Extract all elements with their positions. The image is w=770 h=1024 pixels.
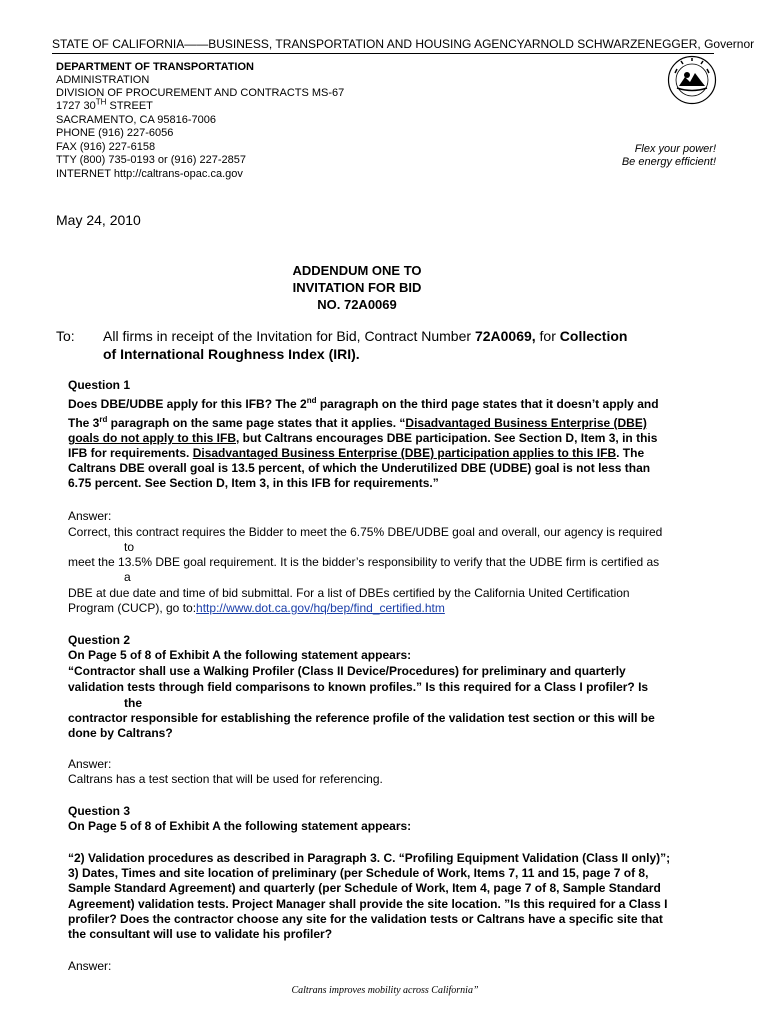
- q1-line-2: The 3rd paragraph on the same page states that it applies. “Disadvantaged Business Enterprise (DBE): [68, 415, 647, 430]
- to-label: To:: [56, 328, 75, 344]
- footer-slogan: Caltrans improves mobility across California”: [291, 985, 479, 996]
- q2-answer-label: Answer:: [68, 757, 112, 771]
- flex-slogan-2: Be energy efficient!: [621, 156, 716, 168]
- q3-answer-label: Answer:: [68, 959, 112, 973]
- q1-line-6: 6.75 percent. See Section D, Item 3, in this IFB for requirements.”: [68, 476, 439, 490]
- q1-answer-line-1: Correct, this contract requires the Bidder to meet the 6.75% DBE/UDBE goal and overall, our agency is required: [68, 525, 663, 539]
- city-address: SACRAMENTO, CA 95816-7006: [56, 114, 216, 126]
- tty: TTY (800) 735-0193 or (916) 227-2857: [56, 154, 246, 166]
- letter-date: May 24, 2010: [56, 212, 141, 228]
- q3-para-line-1: “2) Validation procedures as described in Paragraph 3. C. “Profiling Equipment Validation (Class II only)”;: [68, 851, 671, 865]
- title-line-2: INVITATION FOR BID: [292, 280, 422, 295]
- header-rule: [52, 53, 714, 54]
- dbe-certified-link[interactable]: http://www.dot.ca.gov/hq/bep/find_certified.htm: [196, 601, 445, 615]
- street-address: 1727 30TH STREET: [56, 97, 153, 112]
- q3-para-line-6: the consultant will use to validate his profiler?: [68, 927, 333, 941]
- state-agency-line: STATE OF CALIFORNIA——BUSINESS, TRANSPORTATION AND HOUSING AGENCYARNOLD SCHWARZENEGGER, Governor: [52, 37, 755, 51]
- q3-para-line-5: profiler? Does the contractor choose any site for the validation tests or Caltrans have a specific site that: [68, 912, 663, 926]
- q3-para-line-3: Sample Standard Agreement) and quarterly (per Schedule of Work, Item 4, page 7 of 8, Sample Standard: [68, 881, 661, 895]
- fax: FAX (916) 227-6158: [56, 141, 156, 153]
- q1-answer-line-3: DBE at due date and time of bid submittal. For a list of DBEs certified by the California United Certification: [68, 586, 630, 600]
- to-line-1: All firms in receipt of the Invitation for Bid, Contract Number 72A0069, for Collection: [103, 328, 628, 344]
- q3-para-line-4: Agreement) validation tests. Project Manager shall provide the site location. ”Is this required for a Class I: [68, 897, 668, 911]
- q2-line-1: On Page 5 of 8 of Exhibit A the following statement appears:: [68, 648, 412, 662]
- q2-answer-line-1: Caltrans has a test section that will be used for referencing.: [68, 772, 383, 786]
- internet: INTERNET http://caltrans-opac.ca.gov: [56, 168, 243, 180]
- q1-line-3: goals do not apply to this IFB, but Caltrans encourages DBE participation. See Section D, Item 3, in this: [68, 431, 658, 445]
- q1-answer-line-4: Program (CUCP), go to:http://www.dot.ca.gov/hq/bep/find_certified.htm: [68, 601, 445, 615]
- california-seal-icon: [667, 55, 717, 105]
- q1-answer-line-2: meet the 13.5% DBE goal requirement. It is the bidder’s responsibility to verify that the UDBE firm is certified as: [68, 555, 660, 569]
- q1-line-5: Caltrans DBE overall goal is 13.5 percent, of which the Underutilized DBE (UDBE) goal is not less than: [68, 461, 651, 475]
- q2-line-3: validation tests through field comparisons to known profiles.” Is this required for a Class I profiler? Is: [68, 680, 649, 694]
- q1-line-4: IFB for requirements. Disadvantaged Business Enterprise (DBE) participation applies to this IFB. The: [68, 446, 645, 460]
- q3-line-1: On Page 5 of 8 of Exhibit A the following statement appears:: [68, 819, 412, 833]
- question-2-heading: Question 2: [68, 633, 131, 647]
- title-line-3: NO. 72A0069: [317, 297, 397, 312]
- q1-answer-wrap-2: a: [124, 570, 131, 584]
- department-name: DEPARTMENT OF TRANSPORTATION: [56, 61, 254, 73]
- question-3-heading: Question 3: [68, 804, 131, 818]
- q2-line-5: done by Caltrans?: [68, 726, 173, 740]
- title-line-1: ADDENDUM ONE TO: [292, 263, 422, 278]
- q1-answer-label: Answer:: [68, 509, 112, 523]
- division: DIVISION OF PROCUREMENT AND CONTRACTS MS-67: [56, 87, 345, 99]
- q2-line-3-wrap: the: [124, 696, 142, 710]
- q1-line-1: Does DBE/UDBE apply for this IFB? The 2nd paragraph on the third page states that it doesn’t apply and: [68, 396, 659, 411]
- phone: PHONE (916) 227-6056: [56, 127, 174, 139]
- question-1-heading: Question 1: [68, 378, 131, 392]
- administration: ADMINISTRATION: [56, 74, 150, 86]
- q2-line-2: “Contractor shall use a Walking Profiler (Class II Device/Procedures) for preliminary and quarterly: [68, 664, 626, 678]
- q2-line-4: contractor responsible for establishing the reference profile of the validation test section or this will be: [68, 711, 655, 725]
- q3-para-line-2: 3) Dates, Times and site location of preliminary (per Schedule of Work, Items 7, 11 and 15, page 7 of 8,: [68, 866, 649, 880]
- q1-answer-wrap-1: to: [124, 540, 135, 554]
- to-line-2: of International Roughness Index (IRI).: [103, 346, 360, 362]
- flex-slogan-1: Flex your power!: [634, 143, 716, 155]
